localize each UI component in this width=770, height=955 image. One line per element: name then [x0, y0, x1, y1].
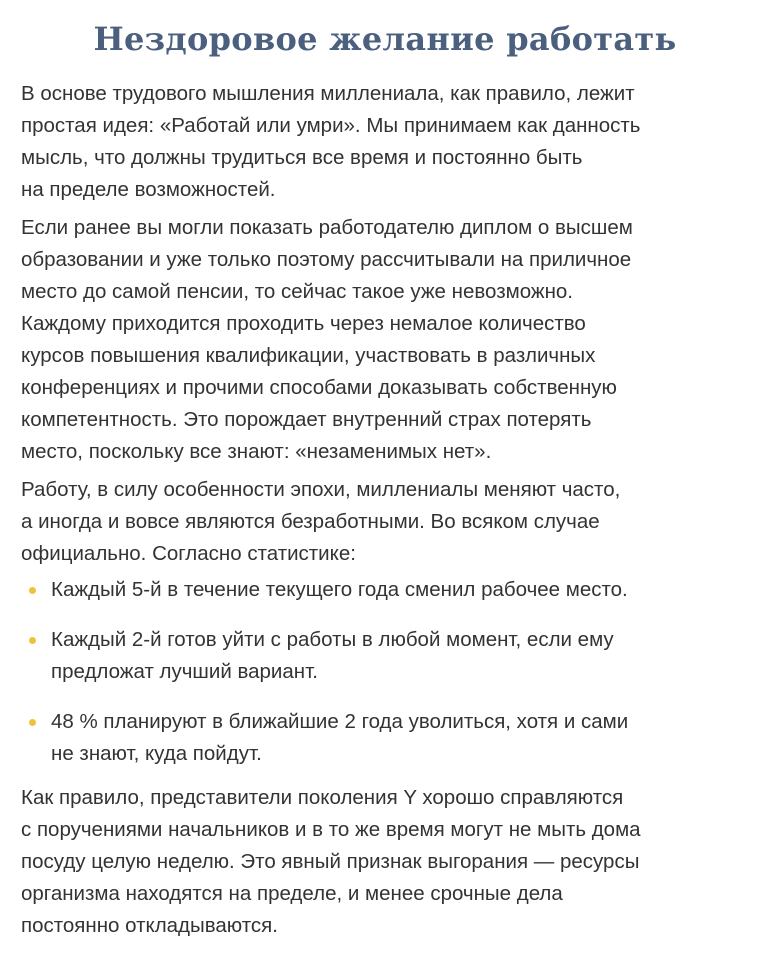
- paragraph-line: мысль, что должны трудиться все время и постоянно быть: [21, 146, 583, 169]
- paragraph-line: Если ранее вы могли показать работодателю диплом о высшем: [21, 216, 633, 239]
- article-title: Нездоровое желание работать: [93, 20, 677, 58]
- paragraph-line: место до самой пенсии, то сейчас такое уже невозможно.: [21, 280, 573, 303]
- paragraph-line: Каждому приходится проходить через немалое количество: [21, 312, 586, 335]
- list-item-line: не знают, куда пойдут.: [51, 742, 262, 765]
- paragraph-burnout: [21, 782, 756, 942]
- paragraph-line: Работу, в силу особенности эпохи, миллениалы меняют часто,: [21, 478, 621, 501]
- paragraph-line: организма находятся на пределе, и менее срочные дела: [21, 882, 563, 905]
- list-item-text: [51, 574, 756, 606]
- paragraph-job-change: [21, 474, 756, 570]
- list-item-line: предложат лучший вариант.: [51, 660, 318, 683]
- paragraph-line: образовании и уже только поэтому рассчитывали на приличное: [21, 248, 632, 271]
- bullet-dot-icon: [29, 587, 36, 594]
- paragraph-line: Как правило, представители поколения Y хорошо справляются: [21, 786, 624, 809]
- paragraph-line: конференциях и прочими способами доказывать собственную: [21, 376, 617, 399]
- list-item-text: [51, 624, 756, 688]
- list-item-line: Каждый 5-й в течение текущего года сменил рабочее место.: [51, 578, 628, 601]
- bullet-dot-icon: [29, 637, 36, 644]
- paragraph-line: постоянно откладываются.: [21, 914, 278, 937]
- list-item-text: [51, 706, 756, 770]
- paragraph-education: [21, 212, 756, 468]
- paragraph-line: а иногда и вовсе являются безработными. Во всяком случае: [21, 510, 600, 533]
- paragraph-intro: [21, 78, 756, 206]
- paragraph-line: В основе трудового мышления миллениала, как правило, лежит: [21, 82, 635, 105]
- paragraph-line: компетентность. Это порождает внутренний страх потерять: [21, 408, 592, 431]
- paragraph-line: официально. Согласно статистике:: [21, 542, 356, 565]
- paragraph-line: курсов повышения квалификации, участвовать в различных: [21, 344, 596, 367]
- paragraph-line: на пределе возможностей.: [21, 178, 276, 201]
- bullet-dot-icon: [29, 719, 36, 726]
- paragraph-line: посуду целую неделю. Это явный признак выгорания — ресурсы: [21, 850, 640, 873]
- list-item-line: 48 % планируют в ближайшие 2 года уволиться, хотя и сами: [51, 710, 629, 733]
- paragraph-line: простая идея: «Работай или умри». Мы принимаем как данность: [21, 114, 641, 137]
- list-item-line: Каждый 2-й готов уйти с работы в любой момент, если ему: [51, 628, 614, 651]
- paragraph-line: место, поскольку все знают: «незаменимых нет».: [21, 440, 492, 463]
- paragraph-line: с поручениями начальников и в то же время могут не мыть дома: [21, 818, 641, 841]
